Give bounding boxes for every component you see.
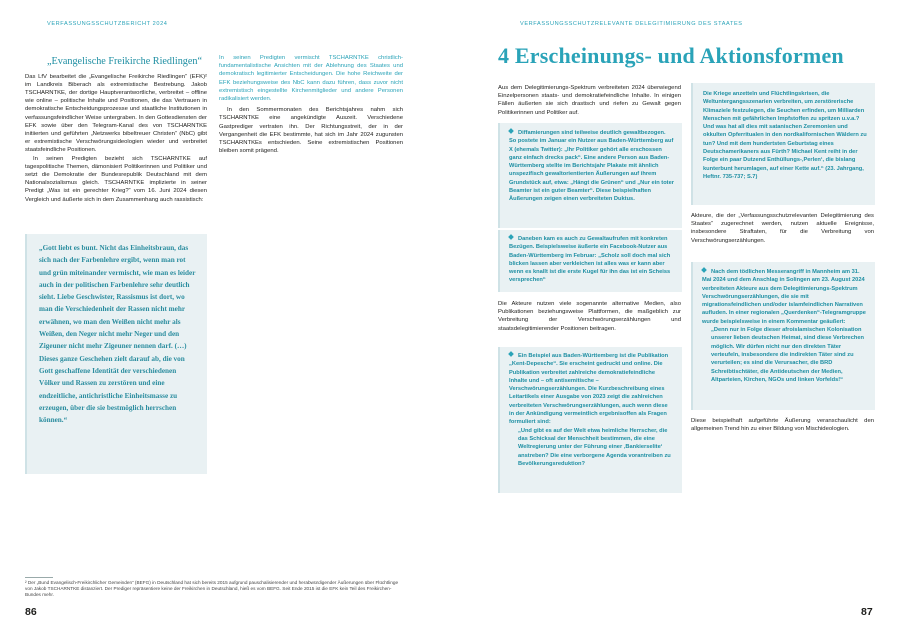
running-header-right: VERFASSUNGSSCHUTZRELEVANTE DELEGITIMIERUNG DES STAATES: [520, 21, 743, 27]
left-column-1: [25, 56, 207, 204]
body-paragraph: In den Sommermonaten des Berichtsjahres nahm sich TSCHARNTKE eine angekündigte Auszeit. Verschiedene Gastprediger vertraten ihn. Der Richtungsstreit, der in der Vergangenheit die EFK bestimmte, hat sich im Jahr 2024 zugunsten TSCHARNTKEs entschieden. Seine extremistischen Positionen bleiben somit prägend.: [219, 107, 403, 155]
highlight-paragraph: In seinen Predigten vermischt TSCHARNTKE christlich-fundamentalistische Ansichten mit der Ablehnung des Staates und demokratisch legitimierter Entscheidungen. Die hohe Reichweite der EFK beziehungsweise des NbC kann dazu führen, dass zuvor nicht extremistisch eingestellte Kirchenmitglieder und andere Personen radikalisiert werden.: [219, 55, 403, 103]
footnote-divider: [25, 577, 53, 578]
running-header-left: VERFASSUNGSSCHUTZBERICHT 2024: [47, 21, 168, 27]
quote-text: „Denn nur in Folge dieser afroislamischen Kolonisation unserer lieben deutschen Heimat, sind diese Verbrechen möglich. Wir dürfen nicht nur den direkten Täter verteufeln, insbesondere die indirekten Täter sind zu verurteilen; es sind die Verursacher, die BRD Schreibtischtäter, die Antideutschen der Medien, Altparteien, Kirchen, NGOs und linken Vorfelds!“: [711, 327, 864, 383]
quote-box-continued: [691, 83, 875, 205]
page-number-right: 87: [861, 606, 873, 618]
body-paragraph: Das LfV bearbeitet die „Evangelische Freikirche Riedlingen“ (EFK)² im Landkreis Biberach als extremistische Bestrebung. Jakob TSCHARNTKE, der dortige Hauptverantwortliche, verbreitet – offline wie online – politische Inhalte und Positionen, die das Vertrauen in demokratische Entscheidungsprozesse und staatliche Institutionen in verfassungsfeindlicher Weise untergraben. In den Gottesdiensten der EFK sowie über den Telegram-Kanal des von TSCHARNTKE initiierten und geführten „Netzwerks bibeltreuer Christen“ (NbC) gibt er extremistische Verschwörungsideologien wieder und verbreitet staatsfeindliche Positionen.: [25, 73, 207, 154]
chapter-title: 4 Erscheinungs- und Aktionsformen: [498, 43, 844, 68]
diamond-bullet-icon: [508, 351, 514, 357]
right-closing-block: [691, 417, 874, 433]
body-paragraph: In seinen Predigten bezieht sich TSCHARNTKE auf tagespolitische Themen, dämonisiert Politikerinnen und Politiker und setzt die Demokratie der Bundesrepublik Deutschland mit dem Nationalsozialismus gleich. TSCHARNTKE implizierte in seiner Predigt „Was ist ein gerechter Krieg?“ vom 16. Juni 2024 diesen Vergleich und äußerte sich in dem Zusammenhang auch rassistisch:: [25, 155, 207, 203]
diamond-bullet-icon: [508, 128, 514, 134]
mid-paragraph-block: [498, 300, 681, 333]
example-box-5: [691, 262, 875, 410]
example-text: Ein Beispiel aus Baden-Württemberg ist die Publikation „Kent-Depesche“. Sie erscheint gedruckt und online. Die Publikation verbreitet zahlreiche demokratiefeindliche Inhalte und – oft antisemitische – Verschwörungserzählungen. Die Kurzbeschreibung eines Leitartikels einer Ausgabe von 2023 zeigt die zahlreichen verbreiteten Verschwörungserzählungen, auch wenn diese in der Ankündigung vermeintlich ergebnisoffen als Fragen formuliert sind:: [509, 353, 669, 426]
quote-text: „Gott liebt es bunt. Nicht das Einheitsbraun, das sich nach der Farbenlehre ergibt, wenn man rot und grün miteinander vermischt, wie man es leider auch in der politischen Farbenlehre sehr deutlich sieht. Liebe Geschwister, Rassismus ist dort, wo man die Verschiedenheit der Rassen nicht mehr erwähnen, wo man den Weißen nicht mehr als Weißen, den Neger nicht mehr Neger und den Zigeuner nicht mehr Zigeuner nennen darf. (…) Dieses ganze Geschehen zielt darauf ab, die von Gott geschaffene Identität der verschiedenen Völker und Rassen zu zerstören und eine endzeitliche, antichristliche Einheitsmasse zu erzeugen, über die sie bestmöglich herrschen können.“: [39, 244, 196, 425]
quote-text: Die Kriege anzetteln und Flüchtlingskrisen, die Weltuntergangsszenarien verbreiten, um zerstörerische Klimaziele festzulegen, die Seuchen erfinden, um Milliarden Menschen mit gefährlichen Impfstoffen zu spritzen u.v.a.? Und was hat all dies mit satanischen Zeremonien und okkulten Opferritualen in den nordkalifornischen Wäldern zu tun? Und mit dem hundertsten Geburtstag eines Deutschamerikaners aus Fürth? Michael Kent reiht in der Folge ein paar Dutzend Enthüllungs-‚Perlen‘, die bislang kunterbunt herumlagen, auf einer Kette auf.“ (23. Jahrgang, Heftnr. 735-737; S.7): [703, 91, 867, 180]
section-subtitle: „Evangelische Freikirche Riedlingen“: [47, 56, 203, 67]
diamond-bullet-icon: [701, 267, 707, 273]
example-text: Daneben kam es auch zu Gewaltaufrufen mit konkreten Bezügen. Beispielsweise äußerte ein Facebook-Nutzer aus Baden-Württemberg im Februar: „Scholz soll doch mal sich blicken lassen aber verkleichen ist alles was er kann aber wenn es knallt ist die erste Kugel für ihn das ist ein Scheiss versprechen“: [509, 236, 671, 284]
example-text: Nach dem tödlichen Messerangriff in Mannheim am 31. Mai 2024 und dem Anschlag in Solingen am 23. August 2024 verbreiteten Akteure aus dem Delegitimierungs-Spektrum Verschwörungserzählungen, die sie mit migrationsfeindlichen und/oder islamfeindlichen Narrativen aufluden. In einer regionalen „Querdenken“-Telegramgruppe wurde beispielsweise in einem Kommentar geäußert:: [702, 269, 866, 325]
left-column-2: [219, 54, 403, 155]
body-paragraph: Akteure, die der „Verfassungsschutzrelevanten Delegitimierung des Staates“ zugerechnet werden, nutzen aktuelle Ereignisse, insbesondere Straftaten, für die Verbreitung von Verschwörungserzählungen.: [691, 213, 874, 244]
body-paragraph: Die Akteure nutzen viele sogenannte alternative Medien, also Publikationen beziehungsweise Plattformen, die maßgeblich zur Verbreitung der Verschwörungserzählungen und staatsdelegitimierender Positionen beitragen.: [498, 301, 681, 332]
example-box-2: [498, 230, 682, 292]
quote-box: [25, 234, 207, 474]
example-text: Diffamierungen sind teilweise deutlich gewaltbezogen. So postete im Januar ein Nutzer aus Baden-Württemberg auf X (ehemals Twitter): „Ihr Politiker gehört alle erschossen ganz einfach drecks pack“. Eine andere Person aus Baden-Württemberg stellte im Berichtsjahr Plakate mit ähnlich unspezifisch gewaltorientierten Äußerungen auf ihrem Grundstück auf, etwa: „Hängt die Grünen“ und „Nur ein toter Beamter ist ein guter Beamter“. Diese beispielhaften Äußerungen zeigen einen verbreiteten Duktus.: [509, 130, 674, 203]
right-page: [450, 0, 900, 636]
footnote: ² Der „Bund Evangelisch-Freikirchlicher Gemeinden“ (BEFG) in Deutschland hat sich bereits 2015 aufgrund pauschalisierender und herabwürdigender Äußerungen über Flüchtlinge von Jakob TSCHARNTKE distanziert. Der Prediger repräsentiere keine der Freikirchen in Deutschland, hieß es vom BEFG. Seit Ende 2015 ist die EFK kein Teil des Freikirchen-Bundes mehr.: [25, 580, 399, 597]
body-paragraph: Diese beispielhaft aufgeführte Äußerung veranschaulicht den allgemeinen Trend hin zu einer Bildung von Mischideologien.: [691, 418, 874, 433]
right-column-2: [691, 212, 874, 245]
right-column-1: [498, 84, 681, 117]
example-box-1: [498, 123, 682, 228]
page-number-left: 86: [25, 606, 37, 618]
intro-paragraph: Aus dem Delegitimierungs-Spektrum verbreiteten 2024 überwiegend Einzelpersonen staats- und demokratiefeindliche Inhalte. In einigen Fällen äußerten sie sich drastisch und riefen zu Gewalt gegen Politikerinnen und Politiker auf.: [498, 85, 681, 116]
example-box-3: [498, 347, 682, 493]
quote-text: „Und gibt es auf der Welt etwa heimliche Herrscher, die das Schicksal der Menschheit bestimmen, die eine Weltregierung unter der Führung einer ‚Bankierselite‘ anstreben? Die eine verborgene Agenda vorantreiben zu Bevölkerungsreduktion?: [518, 427, 671, 467]
diamond-bullet-icon: [508, 234, 514, 240]
